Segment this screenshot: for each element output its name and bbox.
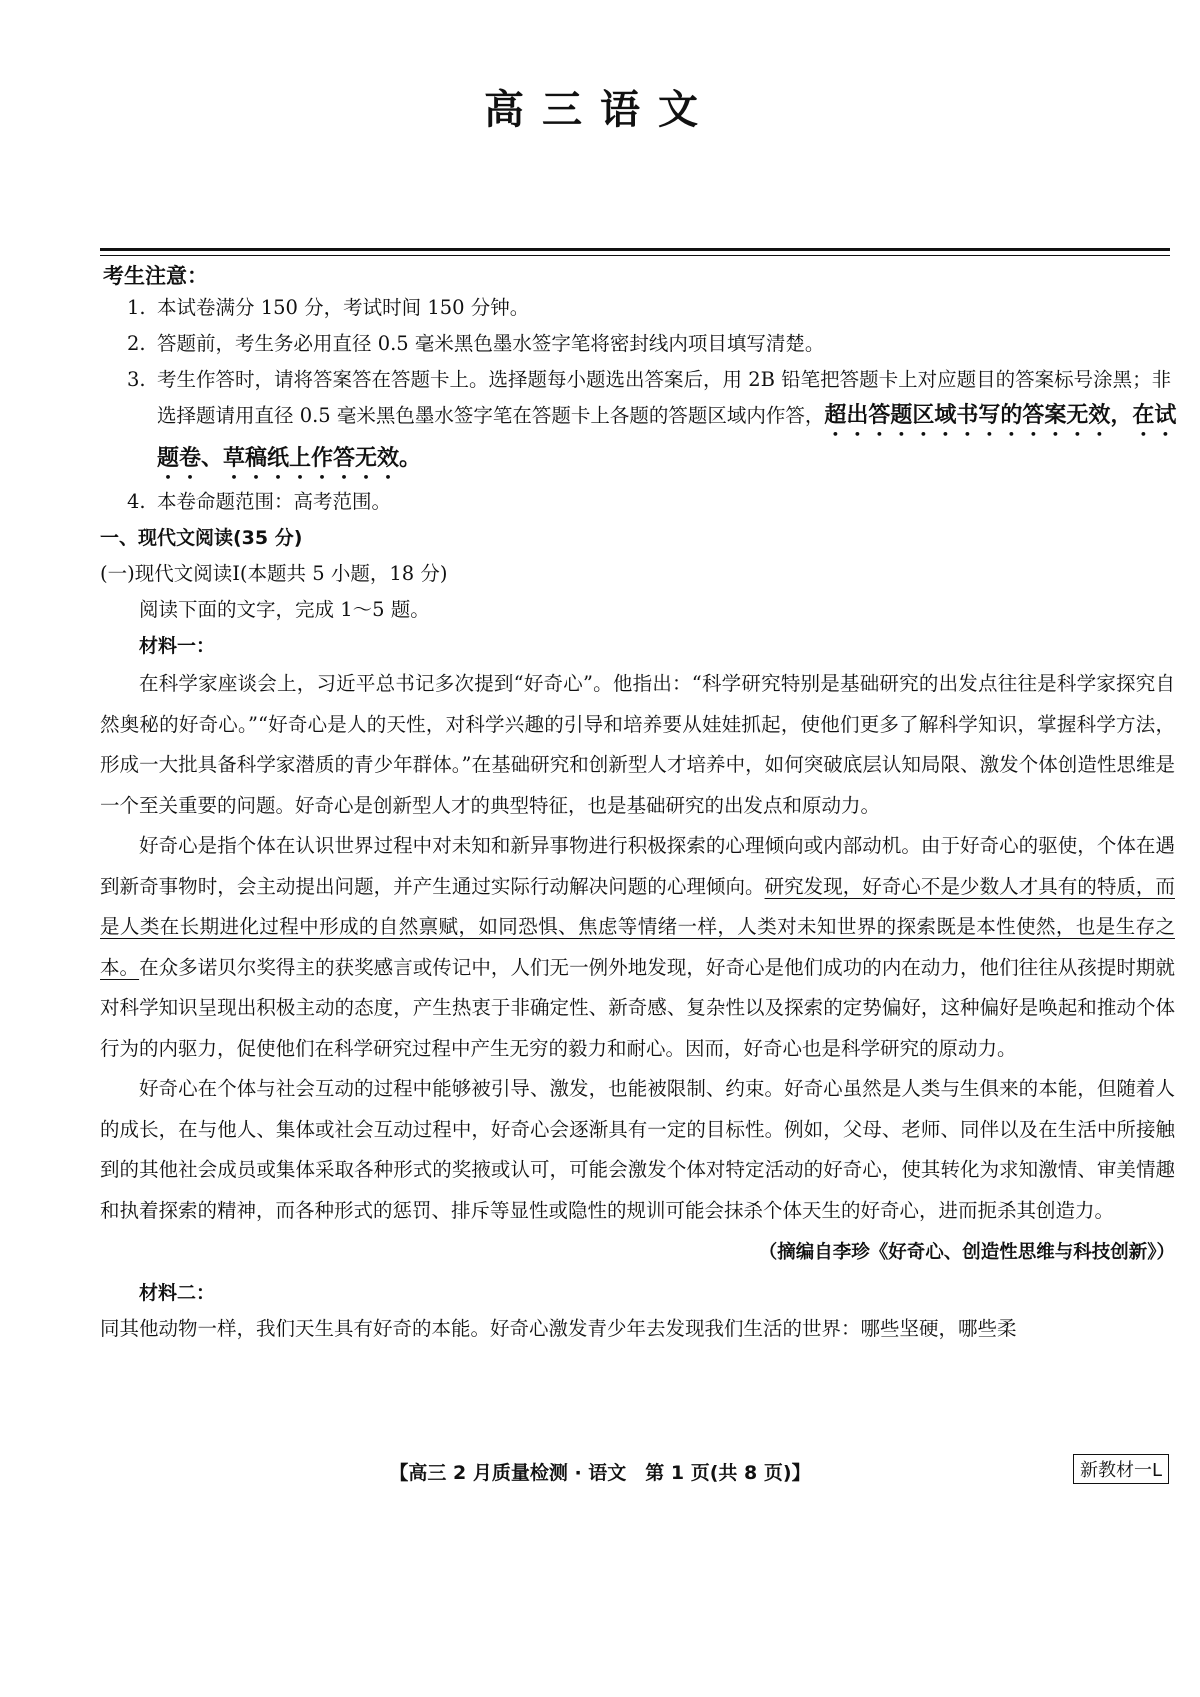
notice-item-4 — [102, 484, 1177, 520]
notice-item-text: 本试卷满分 150 分，考试时间 150 分钟。 — [157, 296, 530, 319]
header-rule-thick — [100, 248, 1170, 251]
underlined-sentence: 研究发现，好奇心不是少数人才具有的特质，而是人类在长期进化过程中形成的自然禀赋，如同恐惧、焦虑等情绪一样，人类对未知世界的探索既是本性使然，也是生存之本。 — [100, 874, 1175, 979]
notice-item-2 — [102, 326, 1177, 362]
notice-emphasis-text: 超出答题区域书写的答案无效，在试题卷、草稿纸上作答无效。 — [157, 403, 1177, 471]
material-1-paragraph-1: 在科学家座谈会上，习近平总书记多次提到“好奇心”。他指出：“科学研究特别是基础研究的出发点往往是科学家探究自然奥秘的好奇心。”“好奇心是人的天性，对科学兴趣的引导和培养要从娃娃抓起，使他们更多了解科学知识，掌握科学方法，形成一大批具备科学家潜质的青少年群体。”在基础研究和创新型人才培养中，如何突破底层认知局限、激发个体创造性思维是一个至关重要的问题。好奇心是创新型人才的典型特征，也是基础研究的出发点和原动力。 — [100, 672, 1175, 817]
notice-item-number: 2. — [127, 332, 146, 355]
page-title: 高三语文 — [484, 86, 716, 133]
footer-page-info: 【高三 2 月质量检测 · 语文 第 1 页(共 8 页)】 — [389, 1462, 811, 1484]
material-2-paragraph-1: 同其他动物一样，我们天生具有好奇的本能。好奇心激发青少年去发现我们生活的世界：哪些坚硬，哪些柔 — [100, 1317, 1017, 1340]
notice-item-number: 1. — [127, 296, 146, 319]
material-1-paragraph-3: 好奇心在个体与社会互动的过程中能够被引导、激发，也能被限制、约束。好奇心虽然是人类与生俱来的本能，但随着人的成长，在与他人、集体或社会互动过程中，好奇心会逐渐具有一定的目标性。例如，父母、老师、同伴以及在生活中所接触到的其他社会成员或集体采取各种形式的奖掖或认可，可能会激发个体对特定活动的好奇心，使其转化为求知激情、审美情趣和执着探索的精神，而各种形式的惩罚、排斥等显性或隐性的规训可能会抹杀个体天生的好奇心，进而扼杀其创造力。 — [100, 1077, 1175, 1222]
notice-heading: 考生注意： — [103, 264, 208, 288]
paragraph-text: 在众多诺贝尔奖得主的获奖感言或传记中，人们无一例外地发现，好奇心是他们成功的内在动力，他们往往从孩提时期就对科学知识呈现出积极主动的态度，产生热衷于非确定性、新奇感、复杂性以及探索的定势偏好，这种偏好是唤起和推动个体行为的内驱力，促使他们在科学研究过程中产生无穷的毅力和耐心。因而，好奇心也是科学研究的原动力。 — [100, 955, 1175, 1060]
notice-list — [102, 290, 1177, 520]
notice-item-3 — [102, 362, 1177, 484]
edition-badge: 新教材一L — [1073, 1454, 1169, 1484]
material-1-label: 材料一： — [139, 635, 216, 657]
notice-item-text: 答题前，考生务必用直径 0.5 毫米黑色墨水签字笔将密封线内项目填写清楚。 — [157, 332, 825, 355]
material-2-label: 材料二： — [139, 1282, 216, 1304]
notice-item-text: 考生作答时，请将答案答在答题卡上。选择题每小题选出答案后，用 2B 铅笔把答题卡上对应题目的答案标号涂黑；非选择题请用直径 0.5 毫米黑色墨水签字笔在答题卡上各题的答题区域内作答， — [157, 368, 1172, 427]
header-rule-thin — [100, 255, 1170, 256]
material-1-paragraph-2 — [100, 826, 1175, 1069]
notice-item-number: 3. — [127, 368, 146, 391]
section-subtitle: (一)现代文阅读Ⅰ(本题共 5 小题，18 分) — [100, 562, 448, 585]
section-instruction: 阅读下面的文字，完成 1～5 题。 — [139, 598, 430, 621]
notice-item-number: 4. — [127, 490, 146, 513]
reading-section — [100, 520, 1175, 1347]
paragraph-text: 好奇心是指个体在认识世界过程中对未知和新异事物进行积极探索的心理倾向或内部动机。由于好奇心的驱使，个体在遇到新奇事物时，会主动提出问题，并产生通过实际行动解决问题的心理倾向。 — [100, 834, 1175, 898]
material-1-source: （摘编自李珍《好奇心、创造性思维与科技创新》） — [758, 1242, 1175, 1263]
notice-item-text: 本卷命题范围：高考范围。 — [157, 490, 392, 513]
notice-item-1 — [102, 290, 1177, 326]
section-title: 一、现代文阅读(35 分) — [100, 527, 303, 549]
